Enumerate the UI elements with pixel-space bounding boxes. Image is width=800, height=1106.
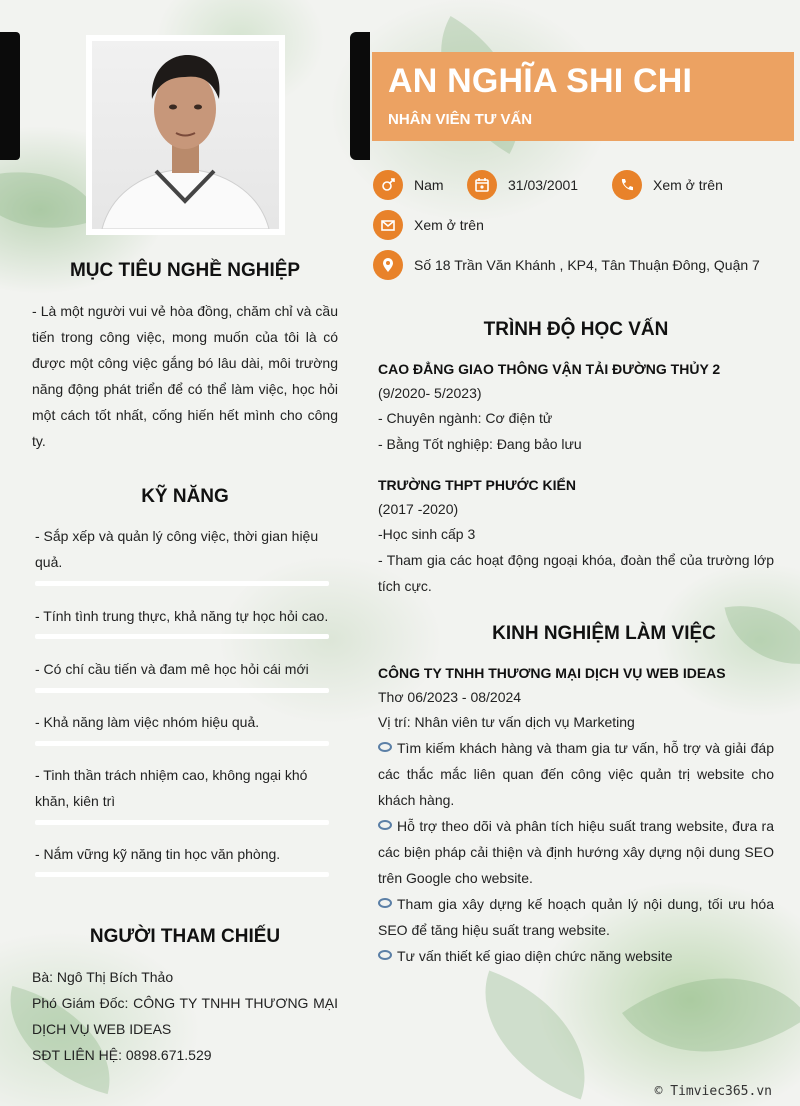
decorative-tab-left — [0, 32, 20, 160]
education-detail: - Tham gia các hoạt động ngoại khóa, đoàn thể của trường lớp tích cực. — [378, 552, 774, 594]
ring-bullet-icon — [378, 898, 392, 908]
info-address — [373, 250, 760, 280]
task-text: Hỗ trợ theo dõi và phân tích hiệu suất trang website, đưa ra các biện pháp cải thiện và định hướng xây dựng nội dung SEO trên Google cho website. — [378, 818, 774, 886]
email-value: Xem ở trên — [414, 217, 484, 233]
gender-value: Nam — [414, 177, 444, 193]
education-school: TRƯỜNG THPT PHƯỚC KIỂN — [378, 477, 577, 493]
skill-divider — [35, 634, 329, 639]
objective-text: - Là một người vui vẻ hòa đồng, chăm chỉ và cầu tiến trong công việc, mong muốn của tôi là có được một công việc gắng bó lâu dài, môi trường năng động phát triển để có thể làm việc, học hỏi một cách tốt nhất, cống hiến hết mình cho công ty. — [32, 303, 338, 449]
skill-item: - Có chí cầu tiến và đam mê học hỏi cái mới — [35, 661, 309, 677]
decorative-leaf — [459, 970, 612, 1099]
skill-item: - Tinh thần trách nhiệm cao, không ngại khó khăn, kiên trì — [35, 767, 308, 809]
education-period: (2017 -2020) — [378, 501, 459, 517]
candidate-position: NHÂN VIÊN TƯ VẤN — [388, 111, 533, 128]
watermark: © Timviec365.vn — [654, 1084, 772, 1099]
experience-task — [378, 943, 774, 969]
reference-role: Phó Giám Đốc: CÔNG TY TNHH THƯƠNG MẠI DỊCH VỤ WEB IDEAS — [32, 995, 338, 1037]
experience-company: CÔNG TY TNHH THƯƠNG MẠI DỊCH VỤ WEB IDEAS — [378, 665, 726, 681]
gender-icon — [373, 170, 403, 200]
skill-divider — [35, 820, 329, 825]
info-gender — [373, 170, 444, 200]
references-title: NGƯỜI THAM CHIẾU — [89, 926, 281, 947]
skill-divider — [35, 872, 329, 877]
avatar-illustration — [92, 41, 279, 229]
location-icon — [373, 250, 403, 280]
candidate-name: AN NGHĨA SHI CHI — [388, 62, 693, 100]
task-text: Tư vấn thiết kế giao diện chức năng website — [397, 948, 673, 964]
reference-phone: SĐT LIÊN HỆ: 0898.671.529 — [32, 1047, 212, 1063]
education-detail: - Bằng Tốt nghiệp: Đang bảo lưu — [378, 436, 582, 452]
education-period: (9/2020- 5/2023) — [378, 385, 482, 401]
experience-title: KINH NGHIỆM LÀM VIỆC — [492, 623, 716, 644]
reference-name: Bà: Ngô Thị Bích Thảo — [32, 969, 174, 985]
experience-period: Thơ 06/2023 - 08/2024 — [378, 689, 522, 705]
skill-item: - Tính tình trung thực, khả năng tự học hỏi cao. — [35, 608, 329, 624]
profile-photo-frame — [86, 35, 285, 235]
experience-task — [378, 813, 774, 891]
mail-icon — [373, 210, 403, 240]
info-phone — [612, 170, 723, 200]
task-text: Tìm kiếm khách hàng và tham gia tư vấn, hỗ trợ và giải đáp các thắc mắc liên quan đến công việc quản trị website cho khách hàng. — [378, 740, 774, 808]
education-school: CAO ĐẲNG GIAO THÔNG VẬN TẢI ĐƯỜNG THỦY 2 — [378, 361, 721, 377]
task-text: Tham gia xây dựng kế hoạch quản lý nội dung, tối ưu hóa SEO để tăng hiệu suất trang website. — [378, 896, 774, 938]
skill-item: - Khả năng làm việc nhóm hiệu quả. — [35, 714, 260, 730]
calendar-icon — [467, 170, 497, 200]
skills-title: KỸ NĂNG — [141, 486, 229, 507]
education-title: TRÌNH ĐỘ HỌC VẤN — [483, 319, 669, 340]
skill-divider — [35, 688, 329, 693]
name-banner — [372, 52, 794, 141]
skill-divider — [35, 741, 329, 746]
experience-task — [378, 891, 774, 943]
decorative-tab-middle — [350, 32, 370, 160]
education-detail: - Chuyên ngành: Cơ điện tử — [378, 410, 553, 426]
info-birthday — [467, 170, 578, 200]
phone-value: Xem ở trên — [653, 177, 723, 193]
address-value: Số 18 Trần Văn Khánh , KP4, Tân Thuận Đông, Quận 7 — [414, 257, 760, 273]
experience-task — [378, 735, 774, 813]
education-detail: -Học sinh cấp 3 — [378, 526, 476, 542]
skill-item: - Sắp xếp và quản lý công việc, thời gian hiệu quả. — [35, 528, 319, 570]
birthday-value: 31/03/2001 — [508, 177, 579, 193]
phone-icon — [612, 170, 642, 200]
ring-bullet-icon — [378, 820, 392, 830]
ring-bullet-icon — [378, 742, 392, 752]
info-email — [373, 210, 484, 240]
experience-role: Vị trí: Nhân viên tư vấn dịch vụ Marketing — [378, 714, 635, 730]
skill-item: - Nắm vững kỹ năng tin học văn phòng. — [35, 846, 281, 862]
ring-bullet-icon — [378, 950, 392, 960]
objective-title: MỤC TIÊU NGHỀ NGHIỆP — [69, 260, 301, 281]
skill-divider — [35, 581, 329, 586]
profile-photo — [92, 41, 279, 229]
